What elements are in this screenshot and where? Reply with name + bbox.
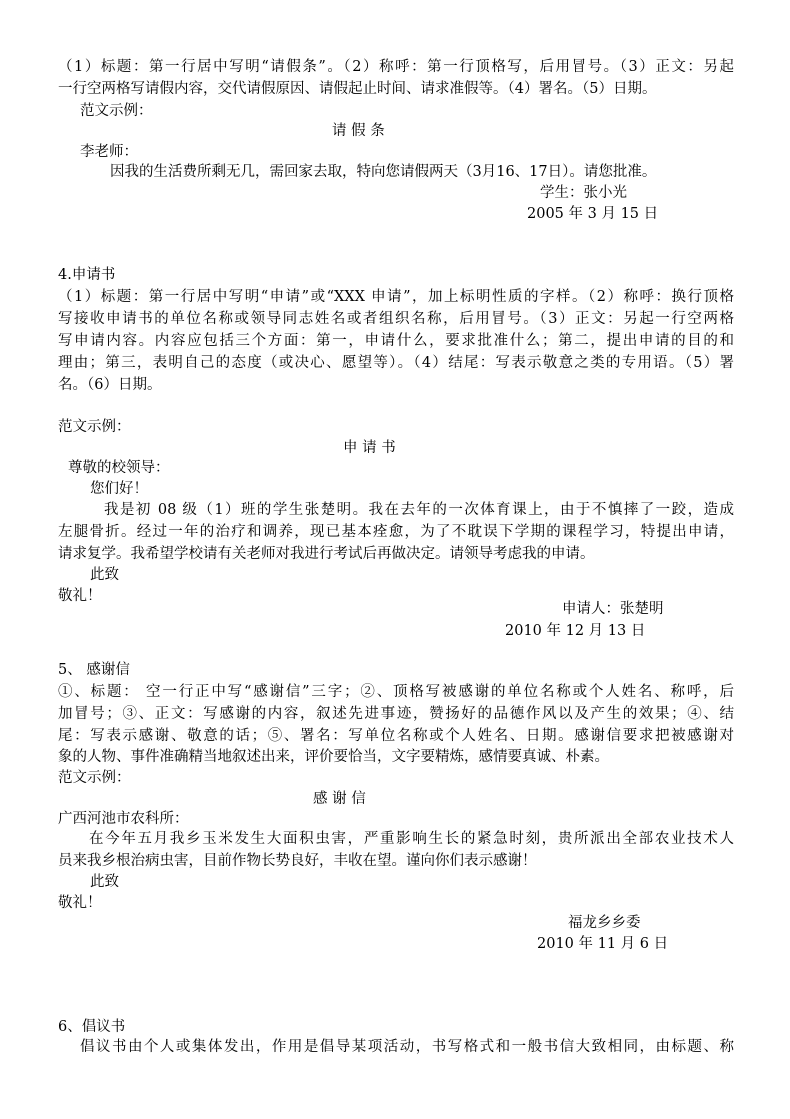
thanks-letter-rule-line-2: 加冒号；③、正文：写感谢的内容，叙述先进事迹，赞扬好的品德作风以及产生的效果；④、结 bbox=[58, 706, 734, 722]
thanks-letter-date: 2010 年 11 月 6 日 bbox=[537, 936, 669, 952]
thanks-letter-closing-2: 敬礼！ bbox=[58, 895, 102, 911]
thanks-letter-heading: 5、 感谢信 bbox=[58, 662, 130, 678]
application-example-label: 范文示例： bbox=[58, 419, 131, 435]
application-rule-line-2: 写接收申请书的单位名称或领导同志姓名或者组织名称，后用冒号。（3）正文：另起一行空两格 bbox=[58, 311, 734, 327]
application-rule-line-1: （1）标题：第一行居中写明“申请”或“XXX 申请”，加上标明性质的字样。（2）称呼：换行顶格 bbox=[58, 289, 734, 305]
thanks-letter-body-line-2: 员来我乡根治病虫害，目前作物长势良好，丰收在望。谨向你们表示感谢！ bbox=[58, 853, 537, 869]
leave-note-salutation: 李老师： bbox=[80, 144, 138, 160]
leave-note-signature: 学生：张小光 bbox=[540, 185, 627, 201]
application-rule-line-3: 写申请内容。内容应包括三个方面：第一，申请什么，要求批准什么；第二，提出申请的目的和 bbox=[58, 333, 734, 349]
application-body-line-2: 左腿骨折。经过一年的治疗和调养，现已基本痊愈，为了不耽误下学期的课程学习，特提出申请， bbox=[58, 524, 734, 540]
thanks-letter-rule-line-3: 尾：写表示感谢、敬意的话；⑤、署名：写单位名称或个人姓名、日期。感谢信要求把被感谢对 bbox=[58, 728, 734, 744]
application-greeting: 您们好！ bbox=[90, 481, 148, 497]
application-closing-2: 敬礼！ bbox=[58, 588, 102, 604]
application-body-line-3: 请求复学。我希望学校请有关老师对我进行考试后再做决定。请领导考虑我的申请。 bbox=[58, 546, 595, 562]
application-date: 2010 年 12 月 13 日 bbox=[505, 623, 646, 639]
application-signature: 申请人：张楚明 bbox=[562, 601, 664, 617]
application-heading: 4.申请书 bbox=[58, 267, 116, 283]
leave-note-rule-line-2: 一行空两格写请假内容，交代请假原因、请假起止时间、请求准假等。（4）署名。（5）日期。 bbox=[58, 81, 657, 97]
thanks-letter-salutation: 广西河池市农科所： bbox=[58, 811, 189, 827]
thanks-letter-rule-line-1: ①、标题： 空一行正中写“感谢信”三字；②、顶格写被感谢的单位名称或个人姓名、称呼，后 bbox=[58, 684, 734, 700]
leave-note-body: 因我的生活费所剩无几，需回家去取，特向您请假两天（3月16、17日）。请您批准。 bbox=[110, 164, 657, 180]
application-body-line-1: 我是初 08 级（1）班的学生张楚明。我在去年的一次体育课上，由于不慎摔了一跤，造成 bbox=[104, 502, 734, 518]
thanks-letter-title: 感 谢 信 bbox=[313, 791, 366, 807]
application-title: 申 请 书 bbox=[343, 440, 396, 456]
leave-note-rule-line-1: （1）标题：第一行居中写明“请假条”。（2）称呼：第一行顶格写，后用冒号。（3）正文：另起 bbox=[58, 59, 734, 75]
thanks-letter-example-label: 范文示例： bbox=[58, 770, 131, 786]
thanks-letter-closing-1: 此致 bbox=[90, 874, 119, 890]
leave-note-date: 2005 年 3 月 15 日 bbox=[527, 206, 659, 222]
thanks-letter-rule-line-4: 象的人物、事件准确精当地叙述出来，评价要恰当，文字要精炼，感情要真诚、朴素。 bbox=[58, 749, 609, 765]
proposal-heading: 6、倡议书 bbox=[58, 1019, 126, 1035]
leave-note-title: 请 假 条 bbox=[332, 123, 385, 139]
application-closing-1: 此致 bbox=[90, 567, 119, 583]
application-rule-line-5: 名。（6）日期。 bbox=[58, 377, 162, 393]
thanks-letter-body-line-1: 在今年五月我乡玉米发生大面积虫害，严重影响生长的紧急时刻，贵所派出全部农业技术人 bbox=[89, 831, 734, 847]
application-rule-line-4: 理由；第三，表明自己的态度（或决心、愿望等）。（4）结尾：写表示敬意之类的专用语。（5）署 bbox=[58, 355, 734, 371]
application-salutation: 尊敬的校领导： bbox=[68, 460, 170, 476]
leave-note-example-label: 范文示例： bbox=[80, 103, 153, 119]
proposal-body-line-1: 倡议书由个人或集体发出，作用是倡导某项活动，书写格式和一般书信大致相同，由标题、称 bbox=[80, 1039, 734, 1055]
thanks-letter-signature: 福龙乡乡委 bbox=[568, 915, 641, 931]
